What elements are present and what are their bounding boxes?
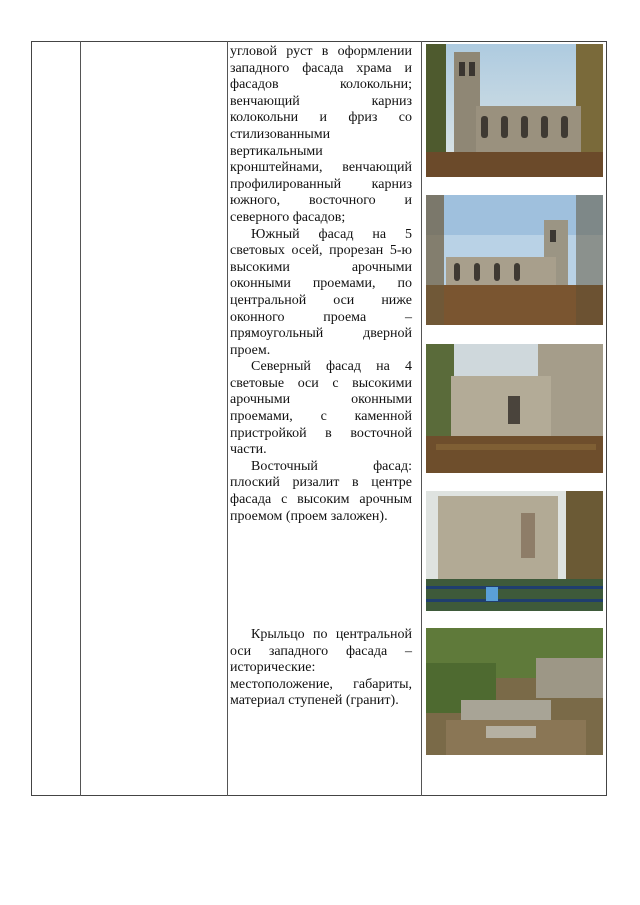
porch-paragraph: Крыльцо по центральной оси западного фасада – исторические: местоположение, габариты, материал ступеней (гранит). bbox=[230, 627, 412, 709]
description-text bbox=[230, 44, 412, 525]
continuation-paragraph: угловой руст в оформлении западного фасада храма и фасадов колокольни; венчающий карниз колокольни и фриз со стилизованными вертикальными кронштейнами, венчающий профилированный карниз южного, восточного и северного фасадов; bbox=[230, 44, 412, 225]
photo-porch-steps bbox=[426, 628, 603, 755]
east-facade-paragraph: Восточный фасад: плоский ризалит в центре фасада с высоким арочным проемом (проем заложен). bbox=[230, 458, 412, 524]
column-divider-3 bbox=[421, 41, 422, 796]
porch-text bbox=[230, 627, 412, 710]
photo-north-facade bbox=[426, 344, 603, 473]
column-divider-1 bbox=[80, 41, 81, 796]
photo-west-facade-ruins bbox=[426, 44, 603, 177]
photo-east-facade bbox=[426, 491, 603, 611]
column-divider-2 bbox=[227, 41, 228, 796]
north-facade-paragraph: Северный фасад на 4 световые оси с высокими арочными оконными проемами, с каменной пристройкой в восточной части. bbox=[230, 359, 412, 458]
photo-south-facade bbox=[426, 195, 603, 325]
south-facade-paragraph: Южный фасад на 5 световых осей, прорезан 5-ю высокими арочными оконными проемами, по центральной оси ниже оконного проема – прямоугольный дверной проем. bbox=[230, 226, 412, 358]
